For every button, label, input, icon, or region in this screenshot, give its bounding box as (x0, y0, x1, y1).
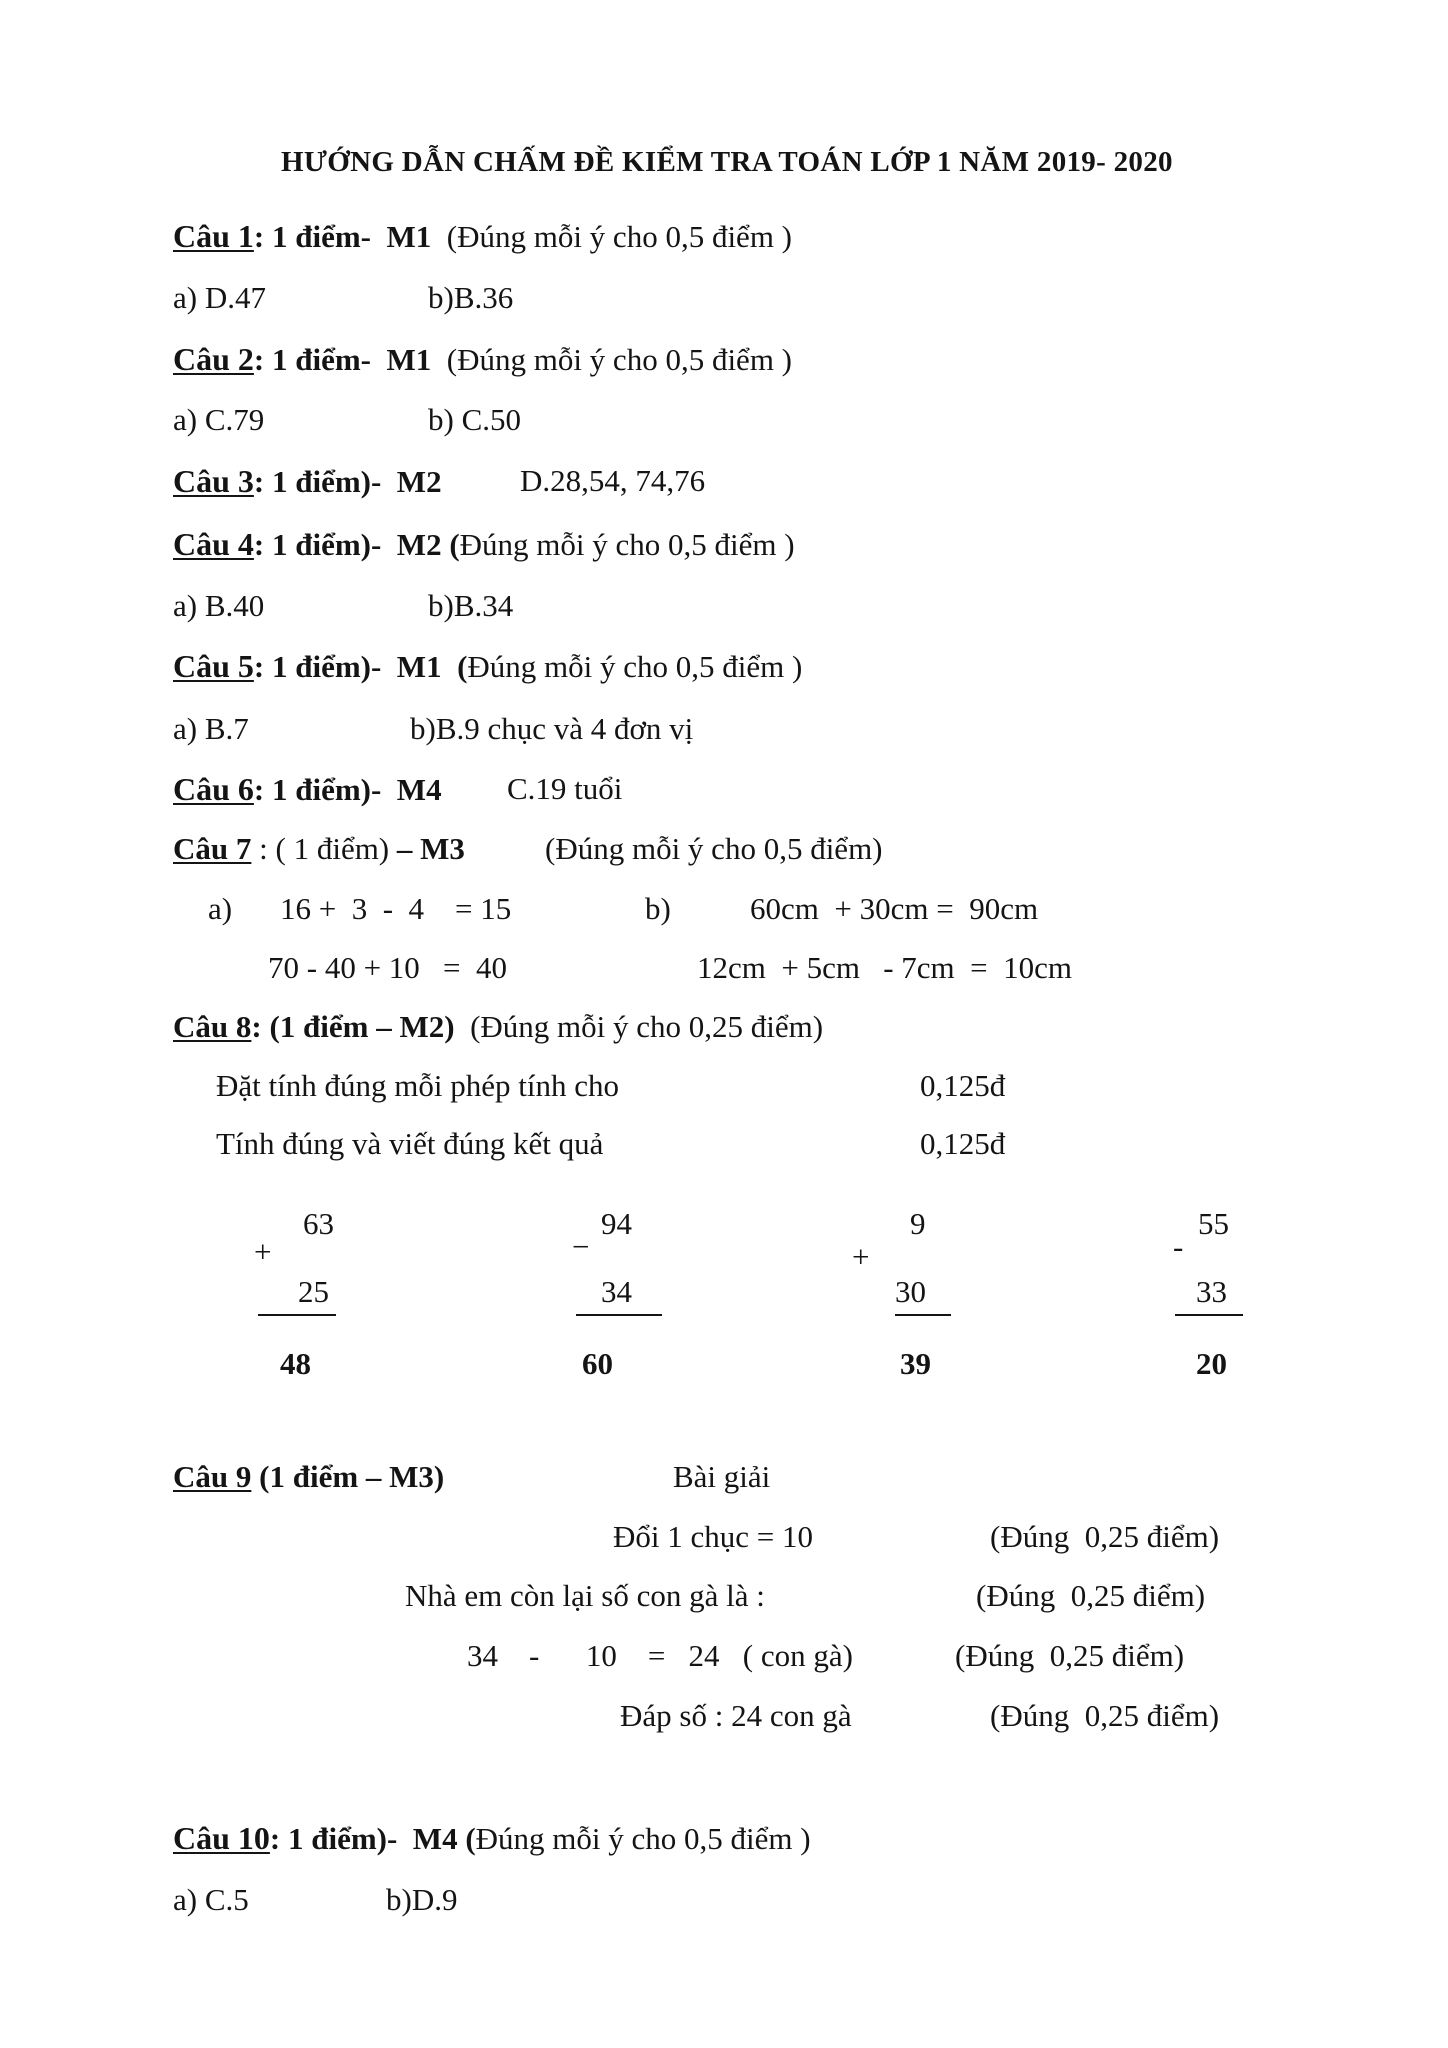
question-4-answer-a: a) B.40 (173, 588, 265, 623)
operand-top: 94 (601, 1206, 632, 1241)
operation-result: 48 (280, 1346, 311, 1381)
question-2-note: (Đúng mỗi ý cho 0,5 điểm ) (431, 342, 793, 377)
question-7-b-line-1: 60cm + 30cm = 90cm (750, 891, 1039, 926)
question-2-label: Câu 2 (173, 341, 254, 377)
question-1-answer-a: a) D.47 (173, 280, 266, 315)
question-9-step-1-points: (Đúng 0,25 điểm) (990, 1519, 1220, 1554)
sum-rule (258, 1314, 336, 1316)
question-1-note: (Đúng mỗi ý cho 0,5 điểm ) (431, 219, 793, 254)
question-7-b-line-2: 12cm + 5cm - 7cm = 10cm (697, 950, 1073, 985)
question-9-step-3-points: (Đúng 0,25 điểm) (955, 1638, 1185, 1673)
question-10-header (173, 1822, 811, 1854)
question-7-score: : ( 1 điểm) (251, 831, 390, 866)
question-7-part-a-label: a) (208, 891, 233, 926)
question-4-score: : 1 điểm)- M2 ( (253, 527, 460, 562)
question-1-score: : 1 điểm- M1 (253, 219, 432, 254)
question-6-label: Câu 6 (173, 771, 254, 807)
question-10-answer-a: a) C.5 (173, 1882, 249, 1917)
plus-sign: + (254, 1234, 272, 1269)
question-5-score: : 1 điểm)- M1 ( (253, 649, 468, 684)
question-1-label: Câu 1 (173, 218, 254, 254)
difference-rule (1175, 1314, 1243, 1316)
question-8-criterion-1-points: 0,125đ (920, 1068, 1006, 1103)
question-9-step-2: Nhà em còn lại số con gà là : (405, 1578, 765, 1613)
question-2-answer-a: a) C.79 (173, 402, 265, 437)
question-3-score: : 1 điểm)- M2 (253, 464, 442, 499)
plus-sign: + (852, 1239, 870, 1274)
question-1-header (173, 220, 792, 252)
question-2-score: : 1 điểm- M1 (253, 342, 432, 377)
operand-bottom: 33 (1196, 1274, 1227, 1309)
minus-sign: − (572, 1229, 590, 1264)
question-10-answer-b: b)D.9 (386, 1882, 458, 1917)
question-7-a-line-2: 70 - 40 + 10 = 40 (268, 950, 508, 985)
question-3-label: Câu 3 (173, 463, 254, 499)
question-1-answer-b: b)B.36 (428, 280, 514, 315)
question-2-answer-b: b) C.50 (428, 402, 521, 437)
question-7-level: – M3 (389, 831, 465, 866)
question-7-label: Câu 7 (173, 831, 252, 866)
question-8-note: (Đúng mỗi ý cho 0,25 điểm) (454, 1009, 824, 1044)
operation-result: 39 (900, 1346, 931, 1381)
question-7-a-line-1: 16 + 3 - 4 = 15 (280, 891, 512, 926)
question-8-criterion-2-points: 0,125đ (920, 1126, 1006, 1161)
operation-result: 20 (1196, 1346, 1227, 1381)
question-10-note: Đúng mỗi ý cho 0,5 điểm ) (475, 1821, 811, 1856)
question-5-answer-a: a) B.7 (173, 711, 249, 746)
question-5-header (173, 650, 802, 682)
question-9-step-1: Đổi 1 chục = 10 (613, 1519, 814, 1554)
question-6-answer: C.19 tuổi (507, 771, 623, 806)
question-9-step-3: 34 - 10 = 24 ( con gà) (467, 1638, 853, 1673)
difference-rule (576, 1314, 662, 1316)
question-8-criterion-1: Đặt tính đúng mỗi phép tính cho (216, 1068, 619, 1103)
question-3-answer: D.28,54, 74,76 (520, 463, 706, 498)
operand-bottom: 30 (895, 1274, 926, 1309)
page-title: HƯỚNG DẪN CHẤM ĐỀ KIỂM TRA TOÁN LỚP 1 NĂM 2019- 2020 (281, 146, 1173, 178)
question-8-score: : (1 điểm – M2) (251, 1009, 455, 1044)
operand-top: 55 (1198, 1206, 1229, 1241)
question-5-note: Đúng mỗi ý cho 0,5 điểm ) (467, 649, 803, 684)
question-5-answer-b: b)B.9 chục và 4 đơn vị (410, 711, 694, 746)
question-9-score: (1 điểm – M3) (251, 1459, 445, 1494)
operand-bottom: 34 (601, 1274, 632, 1309)
question-9-final-answer-points: (Đúng 0,25 điểm) (990, 1698, 1220, 1733)
question-9-label: Câu 9 (173, 1459, 252, 1494)
question-9-heading: Bài giải (673, 1459, 771, 1494)
question-4-label: Câu 4 (173, 526, 254, 562)
question-9-final-answer: Đáp số : 24 con gà (620, 1698, 852, 1733)
question-8-label: Câu 8 (173, 1009, 252, 1044)
question-4-header (173, 528, 795, 560)
question-2-header (173, 343, 792, 375)
question-6-header (173, 773, 442, 805)
question-10-score: : 1 điểm)- M4 ( (269, 1821, 476, 1856)
question-9-header (173, 1461, 444, 1492)
question-10-label: Câu 10 (173, 1820, 270, 1856)
minus-sign: - (1173, 1229, 1184, 1264)
operand-bottom: 25 (298, 1274, 329, 1309)
operation-result: 60 (582, 1346, 613, 1381)
operand-top: 9 (910, 1206, 926, 1241)
question-8-header (173, 1011, 823, 1042)
question-4-answer-b: b)B.34 (428, 588, 514, 623)
question-3-header (173, 465, 442, 497)
sum-rule (895, 1314, 951, 1316)
question-4-note: Đúng mỗi ý cho 0,5 điểm ) (459, 527, 795, 562)
question-5-label: Câu 5 (173, 648, 254, 684)
question-8-criterion-2: Tính đúng và viết đúng kết quả (216, 1126, 604, 1161)
question-9-step-2-points: (Đúng 0,25 điểm) (976, 1578, 1206, 1613)
operand-top: 63 (303, 1206, 334, 1241)
question-7-part-b-label: b) (645, 891, 671, 926)
question-7-note: (Đúng mỗi ý cho 0,5 điểm) (545, 831, 883, 866)
question-7-header (173, 833, 465, 864)
question-6-score: : 1 điểm)- M4 (253, 772, 442, 807)
